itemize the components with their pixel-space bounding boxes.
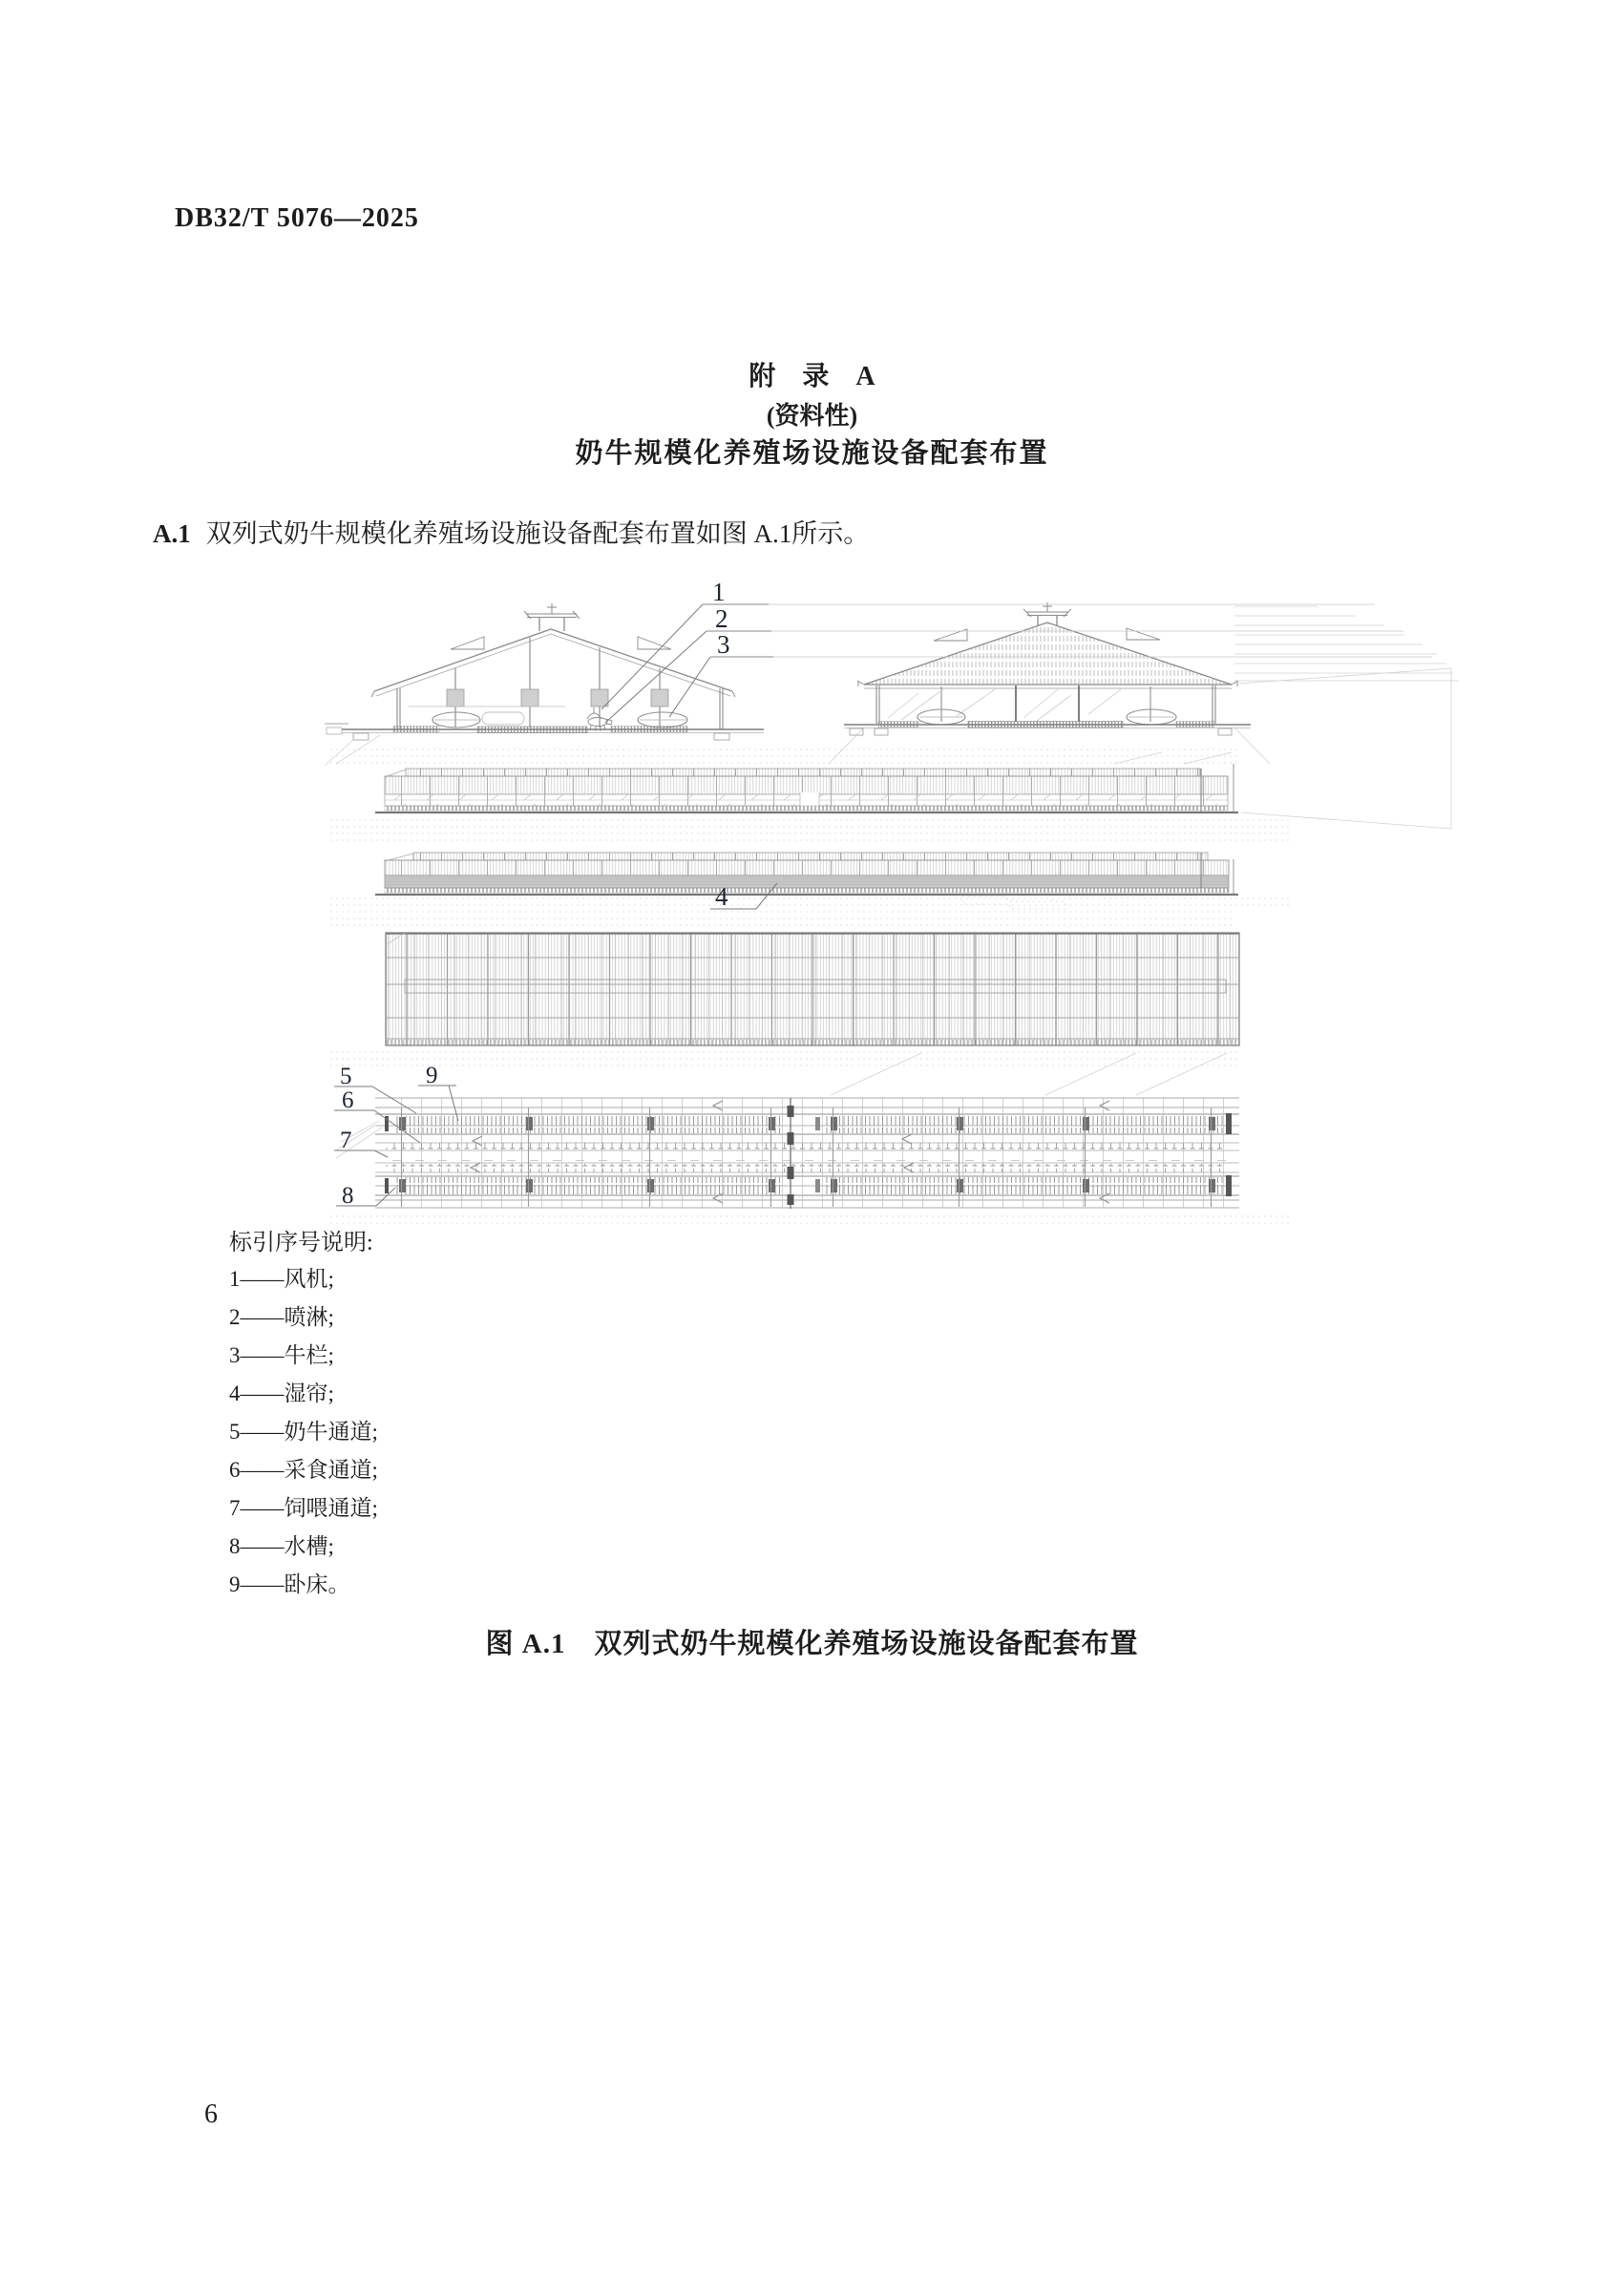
callout-2-label: 2 <box>715 604 728 633</box>
appendix-subheading: (资料性) <box>766 402 858 430</box>
legend-item: 3——牛栏; <box>229 1343 334 1367</box>
legend-item: 4——湿帘; <box>229 1382 334 1405</box>
side-elevation-2 <box>375 853 1238 895</box>
interior-shading <box>888 689 1121 721</box>
legend-item: 7——饲喂通道; <box>229 1496 378 1520</box>
doc-code-header: DB32/T 5076—2025 <box>175 203 419 233</box>
ridge-ventilator <box>524 603 580 631</box>
clause-text: 双列式奶牛规模化养殖场设施设备配套布置如图 A.1所示。 <box>205 519 870 548</box>
floor-plan <box>375 1098 1239 1209</box>
callout-1-label: 1 <box>712 578 726 606</box>
legend-item: 1——风机; <box>229 1267 334 1291</box>
fan-units <box>447 689 668 707</box>
callout-3-label: 3 <box>717 630 730 659</box>
trough-ellipses <box>432 712 687 728</box>
legend-list <box>229 1260 378 1604</box>
legend-item: 5——奶牛通道; <box>229 1420 378 1444</box>
door-gap <box>800 792 819 807</box>
callout-6-label: 6 <box>342 1087 354 1113</box>
figure-a1-diagram <box>325 571 1489 1232</box>
stall-band <box>396 1116 780 1133</box>
legend-item: 6——采食通道; <box>229 1458 378 1482</box>
page-number: 6 <box>204 2099 218 2129</box>
vent-flap-triangle <box>638 637 671 649</box>
stall-band <box>396 1177 780 1194</box>
right-barn-cross-section <box>844 602 1251 735</box>
clause-label: A.1 <box>153 519 191 548</box>
feed-alley-texture <box>386 1151 1226 1162</box>
callout-8-label: 8 <box>342 1183 354 1209</box>
legend-block <box>229 1226 378 1604</box>
callout-5-label: 5 <box>340 1064 352 1089</box>
headlock-row <box>386 1141 1226 1150</box>
appendix-title: 奶牛规模化养殖场设施设备配套布置 <box>575 438 1049 469</box>
legend-heading: 标引序号说明: <box>229 1231 373 1255</box>
callout-9-label: 9 <box>426 1063 438 1088</box>
roof-plan-grid <box>386 933 1239 1045</box>
clause-a1 <box>153 513 869 550</box>
legend-item: 8——水槽; <box>229 1534 334 1558</box>
stall-band <box>823 1116 1226 1133</box>
figure-caption: 图 A.1 双列式奶牛规模化养殖场设施设备配套布置 <box>485 1629 1139 1659</box>
left-barn-cross-section <box>325 603 764 740</box>
headlock-row <box>386 1164 1226 1172</box>
legend-item: 2——喷淋; <box>229 1305 334 1329</box>
appendix-heading: 附 录 A <box>749 362 875 391</box>
side-elevation-1 <box>375 764 1238 812</box>
stall-band <box>823 1177 1226 1194</box>
callout-7-label: 7 <box>340 1128 352 1153</box>
vent-flap-triangle <box>1127 628 1160 640</box>
callout-4-label: 4 <box>715 882 728 911</box>
legend-item: 9——卧床。 <box>229 1572 350 1596</box>
vent-flap-triangle <box>451 637 484 649</box>
